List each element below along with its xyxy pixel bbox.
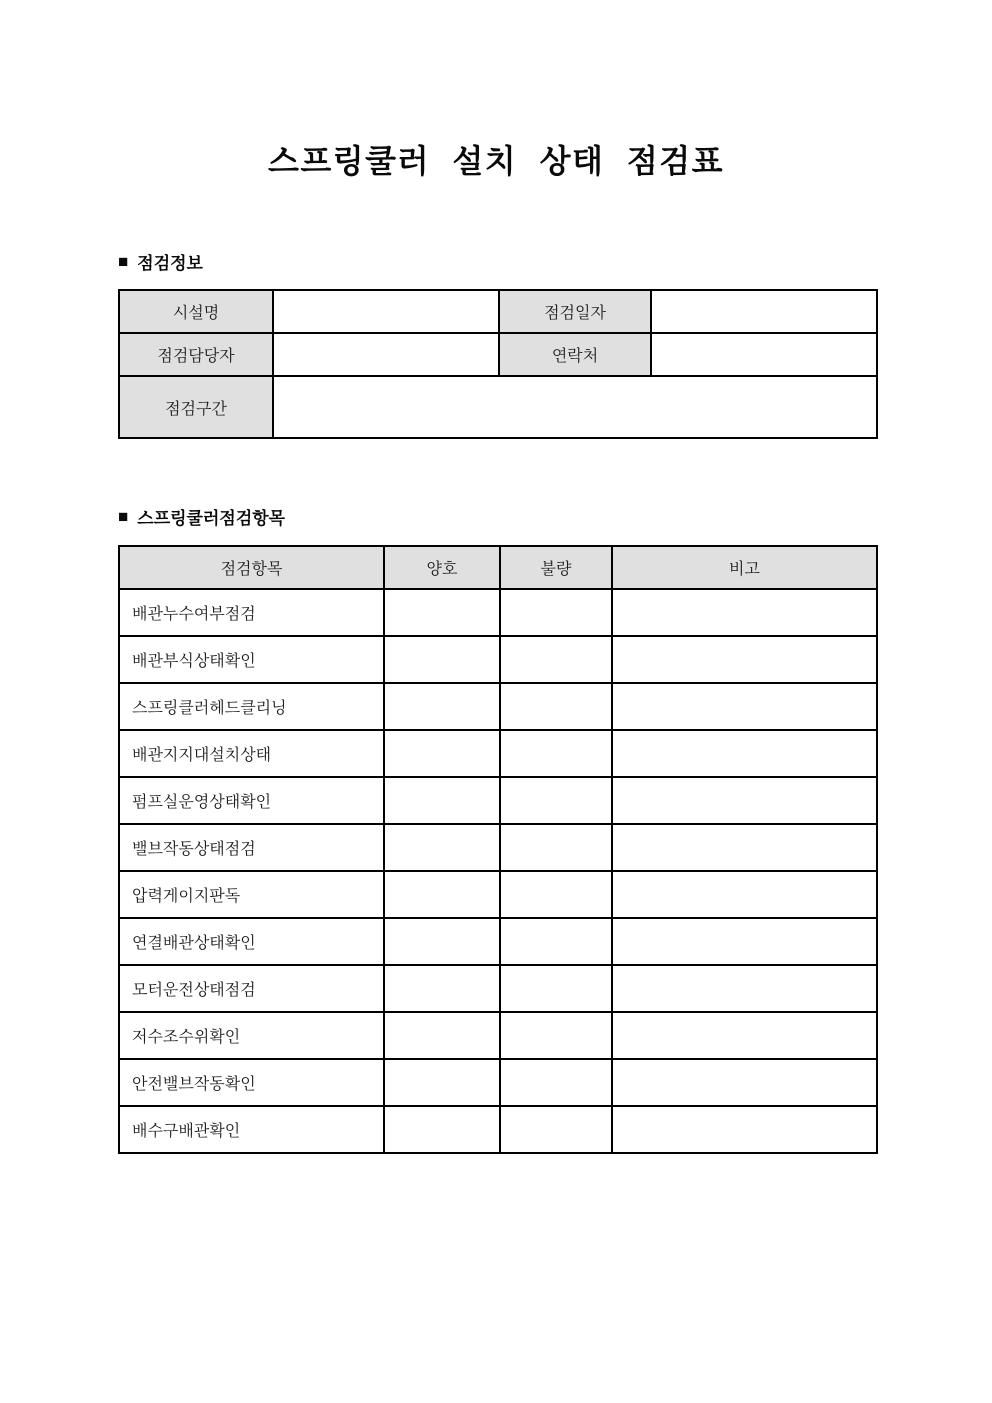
table-row xyxy=(119,1106,877,1153)
bad-mark-cell[interactable] xyxy=(500,730,612,777)
table-row xyxy=(119,636,877,683)
inspection-date-label: 점검일자 xyxy=(499,290,651,333)
good-mark-cell[interactable] xyxy=(384,918,500,965)
bad-mark-cell[interactable] xyxy=(500,871,612,918)
bad-mark-cell[interactable] xyxy=(500,636,612,683)
bad-mark-cell[interactable] xyxy=(500,683,612,730)
remarks-cell[interactable] xyxy=(612,1012,877,1059)
inspection-zone-label: 점검구간 xyxy=(119,376,273,438)
remarks-cell[interactable] xyxy=(612,777,877,824)
remarks-cell[interactable] xyxy=(612,589,877,636)
good-mark-cell[interactable] xyxy=(384,1012,500,1059)
section-heading-info xyxy=(118,249,203,274)
good-mark-cell[interactable] xyxy=(384,683,500,730)
checklist-item-label: 압력게이지판독 xyxy=(119,871,384,918)
bad-mark-cell[interactable] xyxy=(500,965,612,1012)
good-mark-cell[interactable] xyxy=(384,777,500,824)
remarks-cell[interactable] xyxy=(612,730,877,777)
checklist-item-label: 배관누수여부점검 xyxy=(119,589,384,636)
remarks-cell[interactable] xyxy=(612,965,877,1012)
bad-mark-cell[interactable] xyxy=(500,1106,612,1153)
page-title: 스프링쿨러 설치 상태 점검표 xyxy=(267,143,725,179)
section-heading-info-label: 점검정보 xyxy=(137,254,203,273)
bad-mark-cell[interactable] xyxy=(500,589,612,636)
good-mark-cell[interactable] xyxy=(384,871,500,918)
table-row xyxy=(119,918,877,965)
facility-name-label: 시설명 xyxy=(119,290,273,333)
table-row xyxy=(119,589,877,636)
bad-mark-cell[interactable] xyxy=(500,777,612,824)
column-header-good: 양호 xyxy=(384,546,500,589)
good-mark-cell[interactable] xyxy=(384,824,500,871)
square-bullet-icon: ■ xyxy=(118,507,129,526)
checklist-item-label: 모터운전상태점검 xyxy=(119,965,384,1012)
table-row xyxy=(119,1059,877,1106)
table-row xyxy=(119,376,877,438)
table-row xyxy=(119,965,877,1012)
bad-mark-cell[interactable] xyxy=(500,1059,612,1106)
column-header-bad: 불량 xyxy=(500,546,612,589)
inspector-value-cell[interactable] xyxy=(273,333,499,376)
table-row xyxy=(119,777,877,824)
good-mark-cell[interactable] xyxy=(384,730,500,777)
column-header-item: 점검항목 xyxy=(119,546,384,589)
remarks-cell[interactable] xyxy=(612,683,877,730)
table-row xyxy=(119,871,877,918)
checklist-item-label: 밸브작동상태점검 xyxy=(119,824,384,871)
remarks-cell[interactable] xyxy=(612,824,877,871)
checklist-item-label: 저수조수위확인 xyxy=(119,1012,384,1059)
checklist-item-label: 배관지지대설치상태 xyxy=(119,730,384,777)
bad-mark-cell[interactable] xyxy=(500,824,612,871)
checklist-item-label: 배수구배관확인 xyxy=(119,1106,384,1153)
remarks-cell[interactable] xyxy=(612,1059,877,1106)
table-row xyxy=(119,683,877,730)
good-mark-cell[interactable] xyxy=(384,965,500,1012)
remarks-cell[interactable] xyxy=(612,636,877,683)
table-row xyxy=(119,333,877,376)
table-header-row xyxy=(119,546,877,589)
contact-label: 연락처 xyxy=(499,333,651,376)
sprinkler-checklist-table xyxy=(118,545,878,1154)
bad-mark-cell[interactable] xyxy=(500,1012,612,1059)
table-row xyxy=(119,1012,877,1059)
contact-value-cell[interactable] xyxy=(651,333,877,376)
column-header-note: 비고 xyxy=(612,546,877,589)
table-row xyxy=(119,824,877,871)
inspector-label: 점검담당자 xyxy=(119,333,273,376)
bad-mark-cell[interactable] xyxy=(500,918,612,965)
remarks-cell[interactable] xyxy=(612,918,877,965)
square-bullet-icon: ■ xyxy=(118,252,129,271)
table-row xyxy=(119,730,877,777)
checklist-item-label: 연결배관상태확인 xyxy=(119,918,384,965)
checklist-item-label: 안전밸브작동확인 xyxy=(119,1059,384,1106)
section-heading-checklist-label: 스프링쿨러점검항목 xyxy=(137,509,286,528)
inspection-date-value-cell[interactable] xyxy=(651,290,877,333)
inspection-info-table xyxy=(118,289,878,439)
remarks-cell[interactable] xyxy=(612,1106,877,1153)
checklist-item-label: 스프링클러헤드클리닝 xyxy=(119,683,384,730)
good-mark-cell[interactable] xyxy=(384,1106,500,1153)
good-mark-cell[interactable] xyxy=(384,1059,500,1106)
table-row xyxy=(119,290,877,333)
checklist-item-label: 배관부식상태확인 xyxy=(119,636,384,683)
remarks-cell[interactable] xyxy=(612,871,877,918)
good-mark-cell[interactable] xyxy=(384,636,500,683)
section-heading-checklist xyxy=(118,504,285,529)
good-mark-cell[interactable] xyxy=(384,589,500,636)
inspection-zone-value-cell[interactable] xyxy=(273,376,877,438)
checklist-item-label: 펌프실운영상태확인 xyxy=(119,777,384,824)
facility-name-value-cell[interactable] xyxy=(273,290,499,333)
